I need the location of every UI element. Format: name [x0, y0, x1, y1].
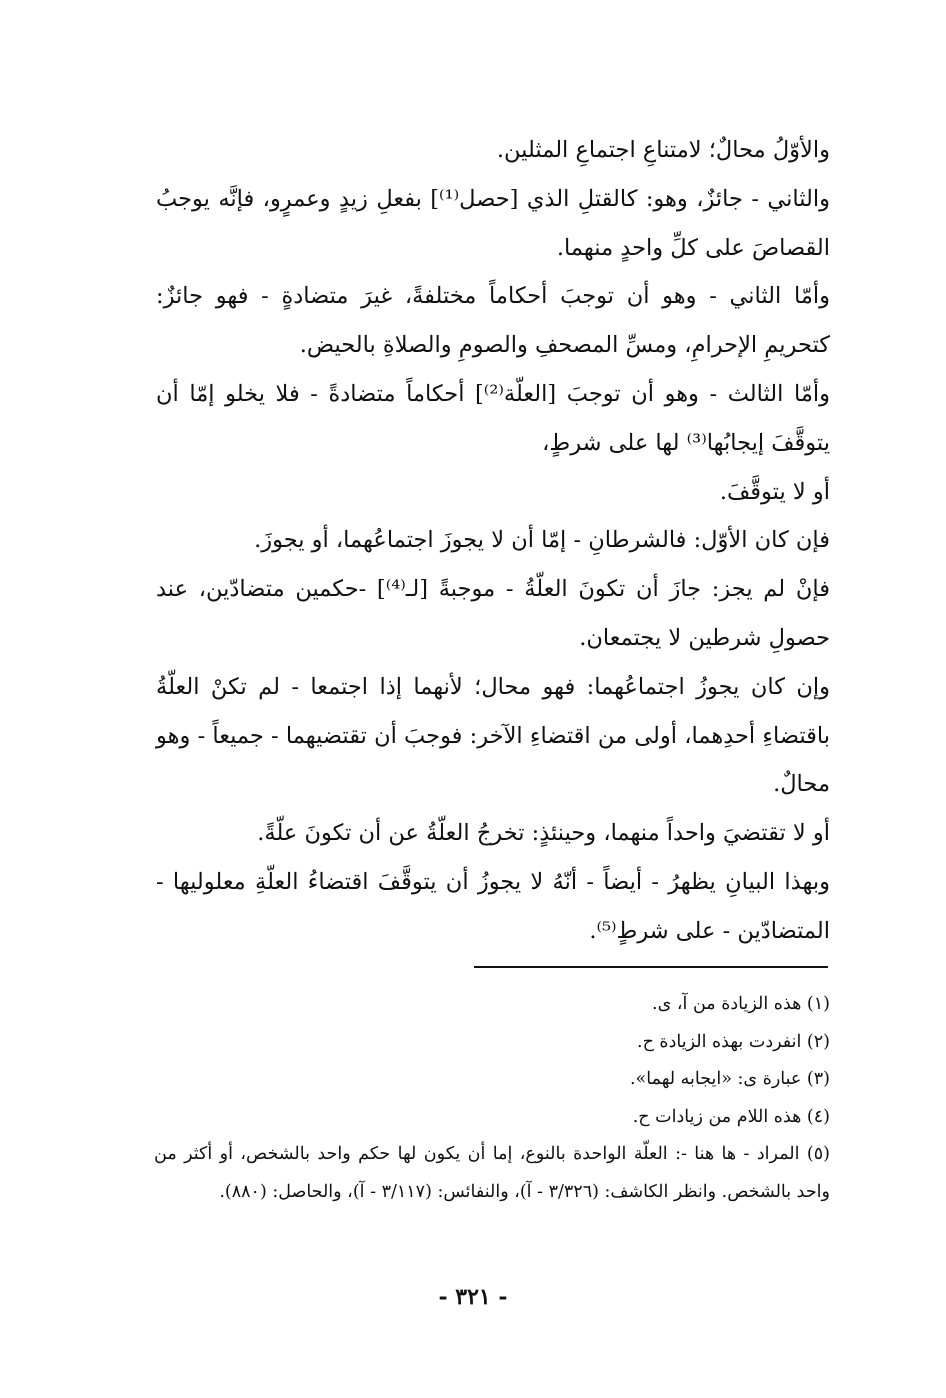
footnotes — [154, 986, 830, 1211]
paragraph-if-first: فإن كان الأوّل: فالشرطانِ - إمّا أن لا يجوزَ اجتماعُهما، أو يجوزَ. — [254, 527, 830, 554]
paragraph-if-allowed: وإن كان يجوزُ اجتماعُهما: فهو محال؛ لأنهما إذا اجتمعا - لم تكنْ العلّةُ باقتضاءِ أحدِهما، أولى من اقتضاءِ الآخر: فوجبَ أن تقتضيهما - جميعاً - وهو محالٌ. — [156, 673, 830, 798]
footnote-2: (٢) انفردت بهذه الزيادة ح. — [637, 1031, 830, 1052]
main-text — [156, 126, 830, 956]
paragraph-or-not-depends: أو لا يتوقَّفَ. — [719, 478, 830, 505]
footnote-1: (١) هذه الزيادة من آ، ى. — [652, 994, 830, 1014]
paragraph-conclusion: وبهذا البيانِ يظهرُ - أيضاً - أنّهُ لا يجوزُ أن يتوقَّفَ اقتضاءُ العلّةِ معلوليها - المتضادّين - على شرطٍ⁽⁵⁾. — [156, 868, 830, 944]
page-number: - ٣٢١ - — [438, 1284, 508, 1310]
paragraph-third-case: وأمّا الثالث - وهو أن توجبَ [العلّة⁽²⁾] أحكاماً متضادةً - فلا يخلو إمّا أن يتوقَّفَ إيجابُها⁽³⁾ لها على شرطٍ، — [156, 380, 830, 456]
footnote-4: (٤) هذه اللام من زيادات ح. — [632, 1106, 830, 1127]
paragraph-second-permissible: والثاني - جائزٌ، وهو: كالقتلِ الذي [حصل⁽¹⁾] بفعلِ زيدٍ وعمرٍو، فإنَّه يوجبُ القصاصَ على كلِّ واحدٍ منهما. — [156, 185, 830, 261]
footnote-3: (٣) عبارة ى: «ايجابه لهما». — [629, 1069, 830, 1089]
paragraph-or-neither: أو لا تقتضيَ واحداً منهما، وحينئذٍ: تخرجُ العلّةُ عن أن تكونَ علّةً. — [257, 820, 830, 847]
paragraph-second-case: وأمّا الثاني - وهو أن توجبَ أحكاماً مختلفةً، غيرَ متضادةٍ - فهو جائزٌ: كتحريمِ الإحرامِ، ومسِّ المصحفِ والصومِ والصلاةِ بالحيض. — [156, 283, 830, 359]
paragraph-first-impossible: والأوّلُ محالٌ؛ لامتناعِ اجتماعِ المثلين. — [496, 137, 830, 163]
paragraph-if-not-allowed: فإنْ لم يجز: جازَ أن تكونَ العلّةُ - موجبةً [لـ⁽⁴⁾] -حكمين متضادّين، عند حصولِ شرطين لا يجتمعان. — [156, 576, 830, 651]
footnote-separator — [474, 966, 828, 968]
footnote-5: (٥) المراد - ها هنا -: العلّة الواحدة بالنوع، إما أن يكون لها حكم واحد بالشخص، أو أكثر من واحد بالشخص. وانظر الكاشف: (٣/٣٢٦ - آ)، والنفائس: (٣/١١٧ - آ)، والحاصل: (٨٨٠). — [154, 1144, 830, 1202]
